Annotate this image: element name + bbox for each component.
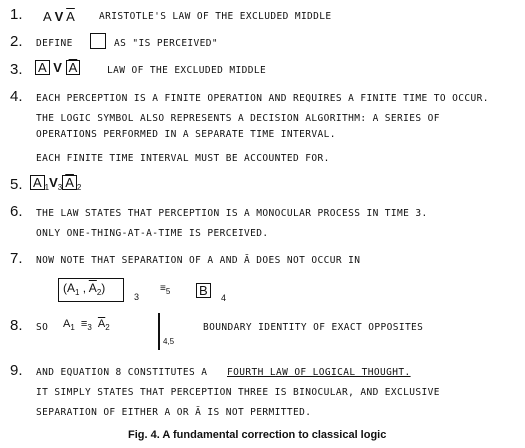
item-4-number: 4. xyxy=(10,88,23,105)
item-4-line-2: THE LOGIC SYMBOL ALSO REPRESENTS A DECISION ALGORITHM: A SERIES OF xyxy=(36,113,440,124)
figure-caption: Fig. 4. A fundamental correction to classical logic xyxy=(128,429,387,441)
item-2-define: DEFINE xyxy=(36,38,73,49)
item-2-number: 2. xyxy=(10,33,23,50)
item-8-number: 8. xyxy=(10,317,23,334)
perception-box-symbol xyxy=(90,33,106,49)
item-6-line-1: THE LAW STATES THAT PERCEPTION IS A MONOCULAR PROCESS IN TIME 3. xyxy=(36,208,428,219)
item-8-expression: $A_1 \equiv_3$ $\overline{A}_2$ xyxy=(63,318,110,332)
item-2-text: AS "IS PERCEIVED" xyxy=(114,38,219,49)
subscript-3: 3 xyxy=(134,292,140,302)
item-5-expression: A $_1V_3$ $\overline{A}$ $_2$ xyxy=(30,175,81,192)
boundary-line xyxy=(158,313,160,350)
item-1-number: 1. xyxy=(10,6,23,23)
subscript-4-5: 4,5 xyxy=(163,337,175,346)
item-9-number: 9. xyxy=(10,362,23,379)
item-4-line-1: EACH PERCEPTION IS A FINITE OPERATION AND REQUIRES A FINITE TIME TO OCCUR. xyxy=(36,93,489,104)
item-6-line-2: ONLY ONE-THING-AT-A-TIME IS PERCEIVED. xyxy=(36,228,269,239)
item-5-number: 5. xyxy=(10,176,23,193)
subscript-4: 4 xyxy=(221,293,227,303)
identity-sign: $\equiv_5$ xyxy=(160,283,171,296)
item-9-line-1: AND EQUATION 8 CONSTITUTES A xyxy=(36,367,208,378)
item-8-so: SO xyxy=(36,322,49,333)
item-9-line-1-underlined: FOURTH LAW OF LOGICAL THOUGHT. xyxy=(227,367,411,378)
item-4-line-4: EACH FINITE TIME INTERVAL MUST BE ACCOUNTED FOR. xyxy=(36,153,330,164)
item-3-text: LAW OF THE EXCLUDED MIDDLE xyxy=(107,65,267,76)
item-6-number: 6. xyxy=(10,203,23,220)
item-7-number: 7. xyxy=(10,250,23,267)
item-1-text: ARISTOTLE'S LAW OF THE EXCLUDED MIDDLE xyxy=(99,11,332,22)
item-1-expression: A V $\overline{A}$ xyxy=(43,9,75,24)
separation-box-content: ($A_1$ , $\overline{A}_2$) xyxy=(63,281,106,297)
boundary-box-b: B xyxy=(196,283,211,298)
item-4-line-3: OPERATIONS PERFORMED IN A SEPARATE TIME INTERVAL. xyxy=(36,129,336,140)
item-9-line-2: IT SIMPLY STATES THAT PERCEPTION THREE IS BINOCULAR, AND EXCLUSIVE xyxy=(36,387,440,398)
item-3-number: 3. xyxy=(10,61,23,78)
item-9-line-3: SEPARATION OF EITHER A OR Ā IS NOT PERMITTED. xyxy=(36,407,312,418)
item-7-text: NOW NOTE THAT SEPARATION OF A AND Ā DOES NOT OCCUR IN xyxy=(36,255,361,266)
item-3-expression: A V $\overline{A}$ xyxy=(35,60,80,75)
item-8-text: BOUNDARY IDENTITY OF EXACT OPPOSITES xyxy=(203,322,424,333)
